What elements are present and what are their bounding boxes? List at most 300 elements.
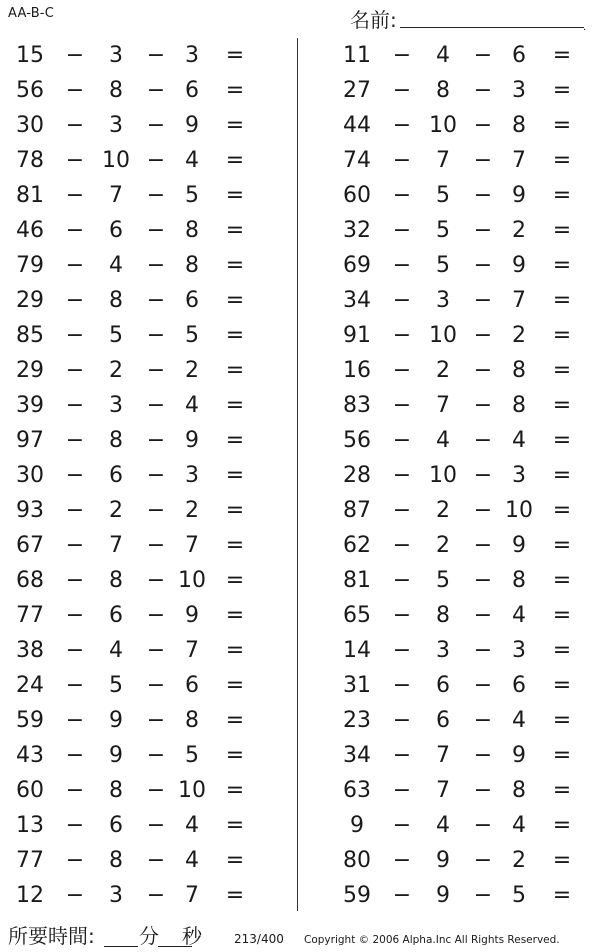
equals-sign: = <box>225 603 245 628</box>
minuend: 27 <box>343 78 371 103</box>
minus-sign: − <box>65 183 85 208</box>
minuend: 97 <box>16 428 44 453</box>
minus-sign: − <box>473 848 493 873</box>
minus-sign: − <box>146 358 166 383</box>
problem-row <box>327 563 597 598</box>
second-subtrahend: 4 <box>512 603 526 628</box>
minuend: 11 <box>343 43 371 68</box>
time-taken-field[interactable] <box>8 922 202 950</box>
problem-row <box>0 493 270 528</box>
first-subtrahend: 10 <box>102 148 130 173</box>
second-subtrahend: 3 <box>185 463 199 488</box>
minus-sign: − <box>392 428 412 453</box>
second-subtrahend: 4 <box>512 428 526 453</box>
minus-sign: − <box>65 533 85 558</box>
equals-sign: = <box>552 393 572 418</box>
first-subtrahend: 8 <box>109 778 123 803</box>
problem-row <box>0 633 270 668</box>
second-subtrahend: 10 <box>178 778 206 803</box>
second-subtrahend: 9 <box>512 743 526 768</box>
minus-sign: − <box>392 533 412 558</box>
first-subtrahend: 5 <box>436 253 450 278</box>
minus-sign: − <box>146 253 166 278</box>
minus-sign: − <box>473 218 493 243</box>
second-subtrahend: 8 <box>512 358 526 383</box>
second-subtrahend: 2 <box>185 498 199 523</box>
equals-sign: = <box>225 148 245 173</box>
minus-sign: − <box>65 358 85 383</box>
first-subtrahend: 3 <box>109 113 123 138</box>
second-subtrahend: 10 <box>178 568 206 593</box>
equals-sign: = <box>552 323 572 348</box>
minuend: 77 <box>16 603 44 628</box>
minus-sign: − <box>65 428 85 453</box>
equals-sign: = <box>225 393 245 418</box>
worksheet-code: AA-B-C <box>8 6 54 21</box>
minus-sign: − <box>473 183 493 208</box>
minus-sign: − <box>146 323 166 348</box>
problem-row <box>0 878 270 913</box>
equals-sign: = <box>225 638 245 663</box>
minus-sign: − <box>65 113 85 138</box>
problem-row <box>0 843 270 878</box>
minuend: 59 <box>343 883 371 908</box>
minus-sign: − <box>473 708 493 733</box>
problem-row <box>0 458 270 493</box>
first-subtrahend: 2 <box>436 498 450 523</box>
second-subtrahend: 5 <box>185 183 199 208</box>
problem-row <box>0 738 270 773</box>
minuend: 65 <box>343 603 371 628</box>
minuend: 63 <box>343 778 371 803</box>
minus-sign: − <box>392 183 412 208</box>
minus-sign: − <box>146 428 166 453</box>
minuend: 81 <box>343 568 371 593</box>
first-subtrahend: 6 <box>436 673 450 698</box>
first-subtrahend: 5 <box>109 323 123 348</box>
first-subtrahend: 6 <box>109 813 123 838</box>
problem-row <box>327 108 597 143</box>
name-end-mark: . <box>583 22 587 33</box>
minus-sign: − <box>65 743 85 768</box>
problem-row <box>0 598 270 633</box>
minus-sign: − <box>65 778 85 803</box>
minus-sign: − <box>392 848 412 873</box>
second-subtrahend: 8 <box>185 218 199 243</box>
first-subtrahend: 8 <box>436 78 450 103</box>
second-subtrahend: 6 <box>185 673 199 698</box>
problem-row <box>327 633 597 668</box>
minus-sign: − <box>65 218 85 243</box>
minus-sign: − <box>65 568 85 593</box>
minus-sign: − <box>146 568 166 593</box>
first-subtrahend: 7 <box>109 533 123 558</box>
minus-sign: − <box>146 533 166 558</box>
problem-row <box>327 703 597 738</box>
minuend: 39 <box>16 393 44 418</box>
second-subtrahend: 6 <box>185 78 199 103</box>
equals-sign: = <box>552 603 572 628</box>
problem-row <box>327 668 597 703</box>
second-subtrahend: 6 <box>185 288 199 313</box>
minuend: 60 <box>343 183 371 208</box>
problem-row <box>0 283 270 318</box>
column-divider <box>297 38 298 911</box>
minuend: 43 <box>16 743 44 768</box>
problem-row <box>327 388 597 423</box>
minuend: 62 <box>343 533 371 558</box>
problem-row <box>327 178 597 213</box>
minus-sign: − <box>392 463 412 488</box>
minus-sign: − <box>473 393 493 418</box>
problem-row <box>327 353 597 388</box>
first-subtrahend: 3 <box>109 43 123 68</box>
equals-sign: = <box>225 78 245 103</box>
minus-sign: − <box>473 498 493 523</box>
second-subtrahend: 4 <box>512 708 526 733</box>
minus-sign: − <box>146 183 166 208</box>
first-subtrahend: 2 <box>109 358 123 383</box>
equals-sign: = <box>225 813 245 838</box>
first-subtrahend: 4 <box>436 43 450 68</box>
minuend: 12 <box>16 883 44 908</box>
minus-sign: − <box>146 813 166 838</box>
equals-sign: = <box>225 253 245 278</box>
second-subtrahend: 7 <box>185 533 199 558</box>
problem-row <box>0 563 270 598</box>
first-subtrahend: 9 <box>436 883 450 908</box>
equals-sign: = <box>552 498 572 523</box>
minus-sign: − <box>146 463 166 488</box>
equals-sign: = <box>552 533 572 558</box>
problem-row <box>327 808 597 843</box>
problem-row <box>327 38 597 73</box>
equals-sign: = <box>552 883 572 908</box>
minus-sign: − <box>473 428 493 453</box>
first-subtrahend: 7 <box>436 393 450 418</box>
minus-sign: − <box>146 638 166 663</box>
minus-sign: − <box>473 638 493 663</box>
minus-sign: − <box>473 463 493 488</box>
first-subtrahend: 5 <box>436 218 450 243</box>
minuend: 29 <box>16 288 44 313</box>
seconds-unit: 秒 <box>182 924 202 948</box>
second-subtrahend: 8 <box>185 708 199 733</box>
minus-sign: − <box>392 673 412 698</box>
second-subtrahend: 4 <box>185 848 199 873</box>
minus-sign: − <box>146 218 166 243</box>
first-subtrahend: 8 <box>109 568 123 593</box>
minus-sign: − <box>473 813 493 838</box>
minuend: 44 <box>343 113 371 138</box>
minus-sign: − <box>392 218 412 243</box>
equals-sign: = <box>225 113 245 138</box>
equals-sign: = <box>552 673 572 698</box>
minus-sign: − <box>392 883 412 908</box>
name-field[interactable] <box>350 7 587 33</box>
minus-sign: − <box>392 43 412 68</box>
minuend: 93 <box>16 498 44 523</box>
problem-row <box>327 773 597 808</box>
minus-sign: − <box>65 43 85 68</box>
minus-sign: − <box>146 778 166 803</box>
minus-sign: − <box>392 148 412 173</box>
minus-sign: − <box>146 603 166 628</box>
minus-sign: − <box>65 393 85 418</box>
minus-sign: − <box>65 253 85 278</box>
first-subtrahend: 6 <box>109 463 123 488</box>
second-subtrahend: 9 <box>185 113 199 138</box>
first-subtrahend: 8 <box>109 428 123 453</box>
problem-row <box>0 318 270 353</box>
equals-sign: = <box>225 43 245 68</box>
equals-sign: = <box>225 568 245 593</box>
minuend: 29 <box>16 358 44 383</box>
problem-row <box>0 108 270 143</box>
minus-sign: − <box>473 743 493 768</box>
minus-sign: − <box>146 743 166 768</box>
equals-sign: = <box>225 708 245 733</box>
second-subtrahend: 6 <box>512 673 526 698</box>
equals-sign: = <box>552 253 572 278</box>
problem-column-left <box>0 38 270 913</box>
minutes-blank[interactable] <box>104 922 138 947</box>
second-subtrahend: 5 <box>185 323 199 348</box>
problem-row <box>0 213 270 248</box>
equals-sign: = <box>552 113 572 138</box>
minus-sign: − <box>392 113 412 138</box>
minus-sign: − <box>146 708 166 733</box>
minuend: 34 <box>343 288 371 313</box>
equals-sign: = <box>225 463 245 488</box>
minus-sign: − <box>65 883 85 908</box>
problem-row <box>327 213 597 248</box>
minus-sign: − <box>473 778 493 803</box>
minuend: 31 <box>343 673 371 698</box>
minuend: 87 <box>343 498 371 523</box>
minus-sign: − <box>65 813 85 838</box>
minus-sign: − <box>392 498 412 523</box>
second-subtrahend: 4 <box>185 148 199 173</box>
minus-sign: − <box>473 568 493 593</box>
minutes-unit: 分 <box>139 924 159 948</box>
problem-row <box>0 143 270 178</box>
second-subtrahend: 9 <box>512 253 526 278</box>
minus-sign: − <box>473 78 493 103</box>
second-subtrahend: 9 <box>512 533 526 558</box>
minus-sign: − <box>65 848 85 873</box>
first-subtrahend: 10 <box>429 323 457 348</box>
minus-sign: − <box>65 673 85 698</box>
minuend: 28 <box>343 463 371 488</box>
minuend: 80 <box>343 848 371 873</box>
equals-sign: = <box>225 218 245 243</box>
minuend: 13 <box>16 813 44 838</box>
minuend: 38 <box>16 638 44 663</box>
problem-row <box>327 843 597 878</box>
minus-sign: − <box>473 253 493 278</box>
second-subtrahend: 8 <box>512 568 526 593</box>
time-taken-label: 所要時間: <box>8 924 95 948</box>
equals-sign: = <box>552 148 572 173</box>
problem-row <box>0 178 270 213</box>
minuend: 23 <box>343 708 371 733</box>
problem-row <box>0 248 270 283</box>
minus-sign: − <box>146 673 166 698</box>
first-subtrahend: 10 <box>429 113 457 138</box>
first-subtrahend: 8 <box>109 78 123 103</box>
equals-sign: = <box>552 358 572 383</box>
minuend: 91 <box>343 323 371 348</box>
minuend: 85 <box>16 323 44 348</box>
first-subtrahend: 5 <box>436 568 450 593</box>
minuend: 69 <box>343 253 371 278</box>
minuend: 74 <box>343 148 371 173</box>
first-subtrahend: 8 <box>436 603 450 628</box>
minuend: 78 <box>16 148 44 173</box>
equals-sign: = <box>552 183 572 208</box>
second-subtrahend: 6 <box>512 43 526 68</box>
problem-row <box>327 458 597 493</box>
problem-row <box>327 878 597 913</box>
first-subtrahend: 7 <box>436 148 450 173</box>
first-subtrahend: 4 <box>436 428 450 453</box>
problem-column-right <box>327 38 597 913</box>
problem-row <box>327 738 597 773</box>
minus-sign: − <box>473 113 493 138</box>
first-subtrahend: 3 <box>436 288 450 313</box>
equals-sign: = <box>225 743 245 768</box>
minus-sign: − <box>392 288 412 313</box>
minuend: 81 <box>16 183 44 208</box>
second-subtrahend: 5 <box>185 743 199 768</box>
first-subtrahend: 6 <box>109 603 123 628</box>
second-subtrahend: 3 <box>185 43 199 68</box>
problem-row <box>327 493 597 528</box>
first-subtrahend: 7 <box>436 778 450 803</box>
problem-row <box>0 528 270 563</box>
copyright-notice: Copyright © 2006 Alpha.Inc All Rights Reserved. <box>304 934 560 946</box>
problem-row <box>0 703 270 738</box>
second-subtrahend: 4 <box>185 393 199 418</box>
first-subtrahend: 6 <box>109 218 123 243</box>
problem-row <box>0 808 270 843</box>
problem-row <box>327 598 597 633</box>
minus-sign: − <box>473 603 493 628</box>
minus-sign: − <box>146 883 166 908</box>
minus-sign: − <box>392 253 412 278</box>
problem-row <box>327 143 597 178</box>
first-subtrahend: 7 <box>436 743 450 768</box>
second-subtrahend: 9 <box>185 603 199 628</box>
minus-sign: − <box>473 43 493 68</box>
minus-sign: − <box>65 323 85 348</box>
minuend: 30 <box>16 463 44 488</box>
equals-sign: = <box>225 848 245 873</box>
name-underline <box>400 27 584 28</box>
first-subtrahend: 4 <box>109 253 123 278</box>
minuend: 56 <box>16 78 44 103</box>
page-number: 213/400 <box>234 932 284 946</box>
minus-sign: − <box>473 148 493 173</box>
minus-sign: − <box>392 358 412 383</box>
minus-sign: − <box>473 533 493 558</box>
minus-sign: − <box>65 603 85 628</box>
second-subtrahend: 7 <box>512 148 526 173</box>
equals-sign: = <box>552 708 572 733</box>
minus-sign: − <box>146 113 166 138</box>
minus-sign: − <box>146 43 166 68</box>
minuend: 67 <box>16 533 44 558</box>
first-subtrahend: 6 <box>436 708 450 733</box>
second-subtrahend: 3 <box>512 463 526 488</box>
second-subtrahend: 9 <box>185 428 199 453</box>
minuend: 14 <box>343 638 371 663</box>
second-subtrahend: 8 <box>512 393 526 418</box>
minuend: 16 <box>343 358 371 383</box>
second-subtrahend: 4 <box>512 813 526 838</box>
problem-row <box>0 38 270 73</box>
equals-sign: = <box>552 288 572 313</box>
minuend: 30 <box>16 113 44 138</box>
minus-sign: − <box>65 638 85 663</box>
minus-sign: − <box>392 603 412 628</box>
problem-row <box>0 773 270 808</box>
minus-sign: − <box>65 463 85 488</box>
minus-sign: − <box>65 708 85 733</box>
first-subtrahend: 8 <box>109 848 123 873</box>
minus-sign: − <box>146 78 166 103</box>
minus-sign: − <box>473 883 493 908</box>
minuend: 59 <box>16 708 44 733</box>
problem-row <box>327 248 597 283</box>
minuend: 60 <box>16 778 44 803</box>
minuend: 32 <box>343 218 371 243</box>
minus-sign: − <box>473 288 493 313</box>
first-subtrahend: 2 <box>436 533 450 558</box>
minus-sign: − <box>146 393 166 418</box>
minuend: 83 <box>343 393 371 418</box>
equals-sign: = <box>552 848 572 873</box>
minus-sign: − <box>392 778 412 803</box>
first-subtrahend: 4 <box>436 813 450 838</box>
minuend: 34 <box>343 743 371 768</box>
first-subtrahend: 3 <box>109 883 123 908</box>
second-subtrahend: 8 <box>512 113 526 138</box>
first-subtrahend: 5 <box>436 183 450 208</box>
first-subtrahend: 10 <box>429 463 457 488</box>
second-subtrahend: 8 <box>185 253 199 278</box>
problem-row <box>327 318 597 353</box>
second-subtrahend: 4 <box>185 813 199 838</box>
second-subtrahend: 3 <box>512 78 526 103</box>
second-subtrahend: 9 <box>512 183 526 208</box>
minus-sign: − <box>473 673 493 698</box>
problem-row <box>327 73 597 108</box>
minuend: 79 <box>16 253 44 278</box>
equals-sign: = <box>225 428 245 453</box>
equals-sign: = <box>225 288 245 313</box>
problem-row <box>0 423 270 458</box>
second-subtrahend: 7 <box>185 638 199 663</box>
problem-row <box>327 283 597 318</box>
problem-row <box>0 668 270 703</box>
equals-sign: = <box>552 778 572 803</box>
minus-sign: − <box>392 813 412 838</box>
minus-sign: − <box>473 358 493 383</box>
equals-sign: = <box>552 218 572 243</box>
minus-sign: − <box>146 288 166 313</box>
